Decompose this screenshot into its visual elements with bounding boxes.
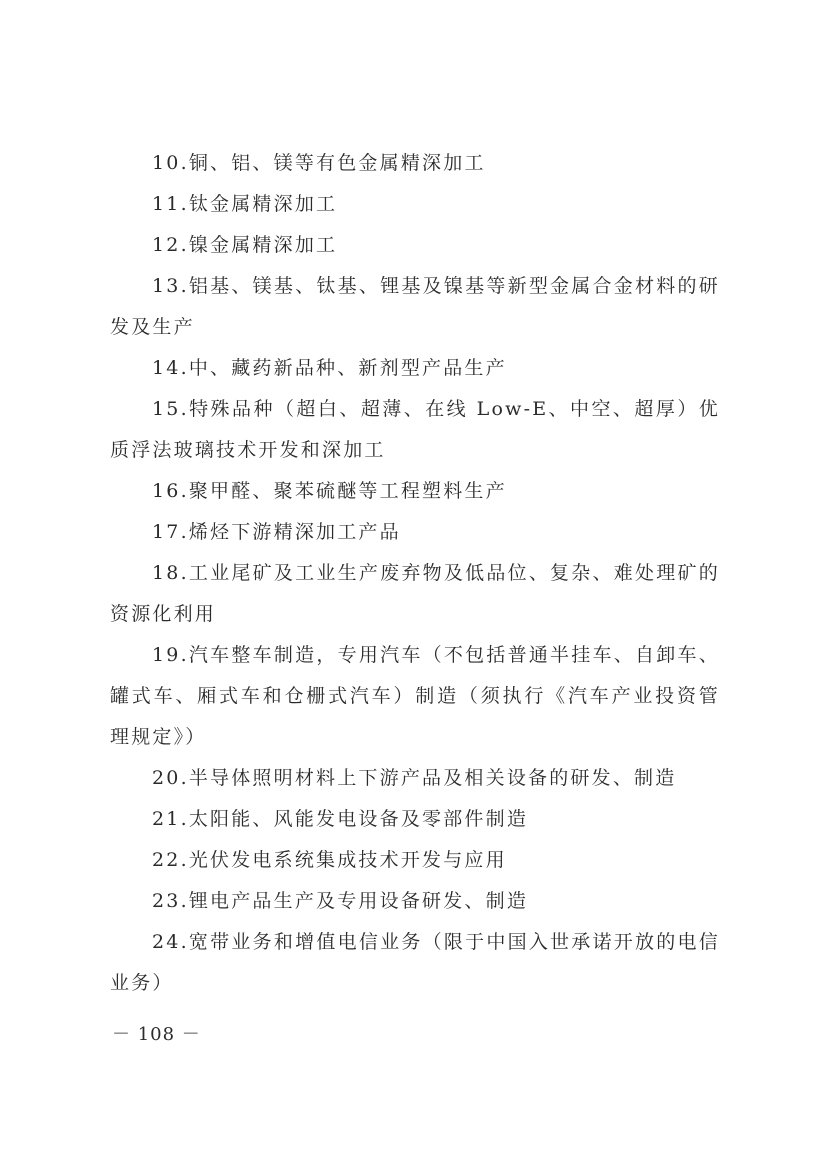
list-item: 15.特殊品种（超白、超薄、在线 Low-E、中空、超厚）优质浮法玻璃技术开发和深加工 (110, 398, 720, 461)
page-number: － 108 － (112, 1024, 201, 1045)
list-item: 12.镍金属精深加工 (152, 234, 338, 256)
list-item: 14.中、藏药新品种、新剂型产品生产 (152, 357, 507, 379)
list-item: 17.烯烃下游精深加工产品 (152, 521, 401, 543)
list-item: 21.太阳能、风能发电设备及零部件制造 (152, 808, 529, 830)
list-item: 23.锂电产品生产及专用设备研发、制造 (152, 890, 529, 912)
list-item: 16.聚甲醛、聚苯硫醚等工程塑料生产 (152, 480, 507, 502)
item-list (110, 143, 720, 1004)
list-item: 11.钛金属精深加工 (152, 193, 338, 215)
list-item: 18.工业尾矿及工业生产废弃物及低品位、复杂、难处理矿的资源化利用 (110, 562, 720, 625)
list-item: 20.半导体照明材料上下游产品及相关设备的研发、制造 (152, 767, 677, 789)
list-item: 19.汽车整车制造，专用汽车（不包括普通半挂车、自卸车、罐式车、厢式车和仓栅式汽车）制造（须执行《汽车产业投资管理规定》） (110, 644, 720, 748)
list-item: 13.铝基、镁基、钛基、锂基及镍基等新型金属合金材料的研发及生产 (110, 275, 720, 338)
list-item: 22.光伏发电系统集成技术开发与应用 (152, 849, 507, 871)
list-item: 10.铜、铝、镁等有色金属精深加工 (152, 152, 486, 174)
list-item: 24.宽带业务和增值电信业务（限于中国入世承诺开放的电信业务） (110, 931, 720, 994)
